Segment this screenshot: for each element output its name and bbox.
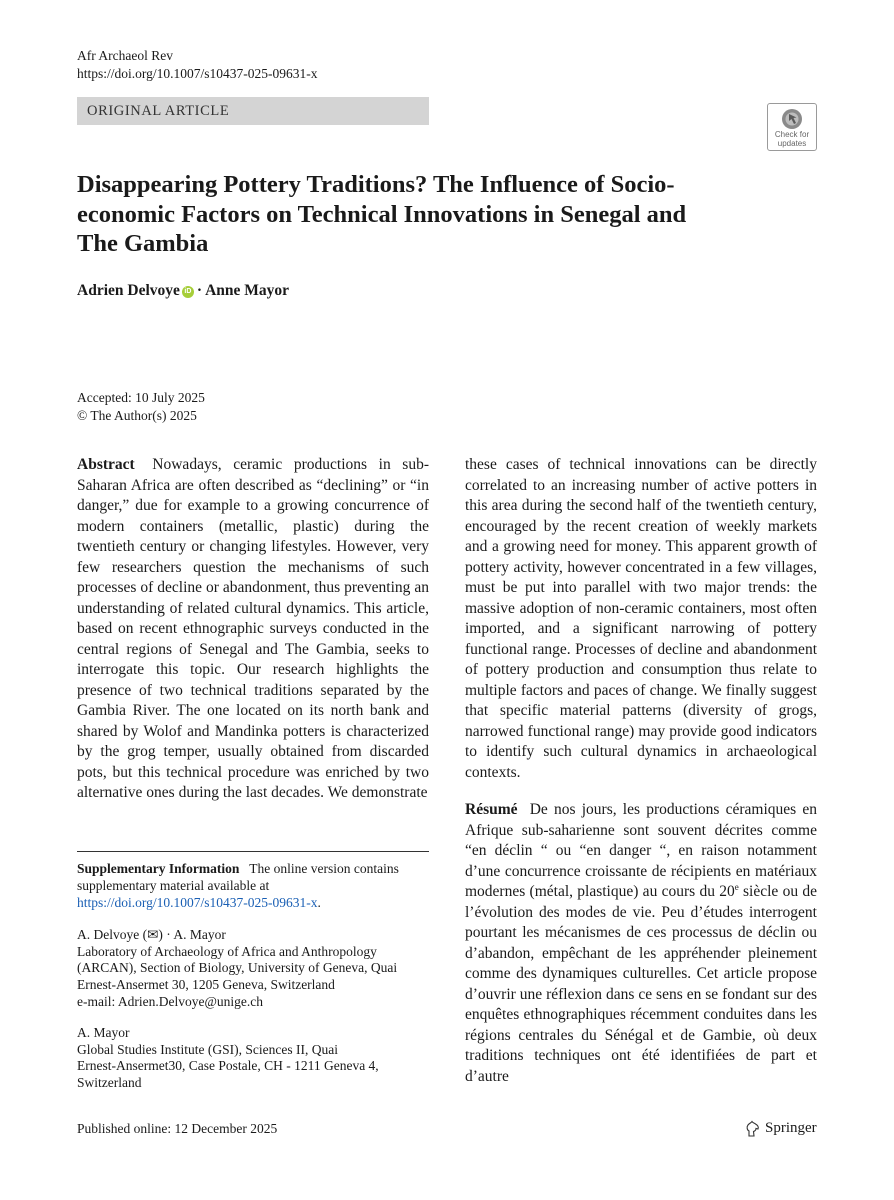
article-dates: [77, 389, 205, 425]
affiliation-1-line: Ernest-Ansermet 30, 1205 Geneva, Switzerland: [77, 977, 335, 993]
check-updates-icon: [781, 108, 803, 130]
author-2[interactable]: Anne Mayor: [205, 282, 290, 299]
affiliation-2-line: Global Studies Institute (GSI), Sciences II, Quai: [77, 1041, 338, 1057]
article-type-banner: [77, 97, 429, 125]
publisher-logo: [745, 1119, 817, 1137]
check-badge-line2: updates: [777, 139, 807, 148]
affiliation-1-line: (ARCAN), Section of Biology, University of Geneva, Quai: [77, 960, 398, 976]
supplementary-label: Supplementary Information: [77, 861, 240, 876]
resume-text-a: De nos jours, les productions céramiques en Afrique sub-saharienne sont souvent décrites comme “en déclin “ ou “en danger “, en raison notamment d’une concurrence croissante de récipients en matériaux modernes (métal, plastique) au cours du 20: [465, 801, 818, 900]
resume-section: [465, 800, 817, 1087]
accepted-date: Accepted: 10 July 2025: [77, 390, 205, 405]
abstract-label: Abstract: [77, 456, 135, 473]
affiliation-2: [77, 1025, 429, 1092]
supplementary-text: The online version contains supplementary material available at: [77, 861, 399, 893]
footnote-divider: [77, 851, 429, 852]
supplementary-link[interactable]: https://doi.org/10.1007/s10437-025-09631-x: [77, 895, 318, 910]
check-for-updates-badge[interactable]: [767, 103, 817, 151]
copyright-line: © The Author(s) 2025: [77, 408, 197, 423]
affiliation-2-line: Ernest-Ansermet30, Case Postale, CH - 1211 Geneva 4,: [77, 1058, 379, 1074]
author-1[interactable]: Adrien Delvoye: [77, 282, 180, 299]
supplementary-info: [77, 860, 429, 911]
springer-horse-icon: [745, 1120, 761, 1137]
resume-superscript: e: [734, 882, 739, 892]
supplementary-end: .: [317, 895, 321, 910]
author-list: [77, 282, 289, 300]
author-separator: ·: [196, 282, 203, 299]
article-type-label: ORIGINAL ARTICLE: [87, 103, 230, 119]
article-doi[interactable]: https://doi.org/10.1007/s10437-025-09631-x: [77, 66, 318, 81]
check-badge-line1: Check for: [774, 130, 810, 139]
publisher-name: Springer: [765, 1120, 817, 1136]
published-online-date: Published online: 12 December 2025: [77, 1121, 278, 1136]
article-title: Disappearing Pottery Traditions? The Influence of Socio-economic Factors on Technical Innovations in Senegal and The Gambia: [77, 171, 687, 257]
abstract-text-left: Nowadays, ceramic productions in sub-Saharan Africa are often described as “declining” or “in danger,” due for example to a growing concurrence of modern containers (metallic, plastic) during the twentieth century or changing lifestyles. However, very few researchers question the mechanisms of such processes of decline or abandonment, thus preventing an understanding of related cultural dynamics. This article, based on recent ethnographic surveys conducted in the central regions of Senegal and The Gambia, seeks to interrogate this topic. Our research highlights the presence of two technical traditions separated by the Gambia River. The one located on its north bank and shared by Wolof and Mandinka potters is characterized by the grog temper, usually obtained from discarded pots, but this technical procedure was enriched by two alternative ones during the last decades. We demonstrate: [77, 456, 429, 801]
author-email[interactable]: e-mail: Adrien.Delvoye@unige.ch: [77, 993, 264, 1009]
affiliation-2-name: A. Mayor: [77, 1025, 130, 1040]
affiliation-1-line: Laboratory of Archaeology of Africa and Anthropology: [77, 943, 377, 959]
abstract-text-right: these cases of technical innovations can be directly correlated to an increasing number of active potters in this area during the second half of the twentieth century, encouraged by the recent creation of weekly markets and a growing need for money. This apparent growth of pottery activity, however concentrated in a few villages, must be put into parallel with two major trends: the massive adoption of non-ceramic containers, most often imported, and a significant narrowing of pottery functional range. Processes of decline and abandonment of pottery production and consumption thus relate to multiple factors and paces of change. We finally suggest that specific material patterns (diversity of grogs, narrowed functional range) may provide good indicators to identify such cultural dynamics in archaeological contexts.: [465, 456, 817, 781]
affiliation-1: [77, 927, 429, 1011]
affiliation-1-names: A. Delvoye (✉) · A. Mayor: [77, 927, 226, 942]
orcid-icon[interactable]: iD: [182, 286, 194, 298]
affiliation-2-line: Switzerland: [77, 1075, 142, 1091]
resume-text-b: siècle ou de l’évolution des modes de vie. Peu d’études interrogent pourtant les mécanismes de ces processus de déclin ou d’abandon, empêchant de les appréhender pleinement comme des dynamiques culturelles. Cet article propose d’ouvrir une réflexion dans ce sens en se fondant sur des enquêtes ethnographiques récemment conduites dans les régions centrales du Sénégal et de Gambie, où deux traditions techniques ont été identifiées de part et d’autre: [465, 883, 817, 1085]
journal-name: Afr Archaeol Rev: [77, 48, 173, 63]
resume-label: Résumé: [465, 801, 518, 818]
abstract-right: [465, 455, 817, 783]
abstract-left: [77, 455, 429, 804]
